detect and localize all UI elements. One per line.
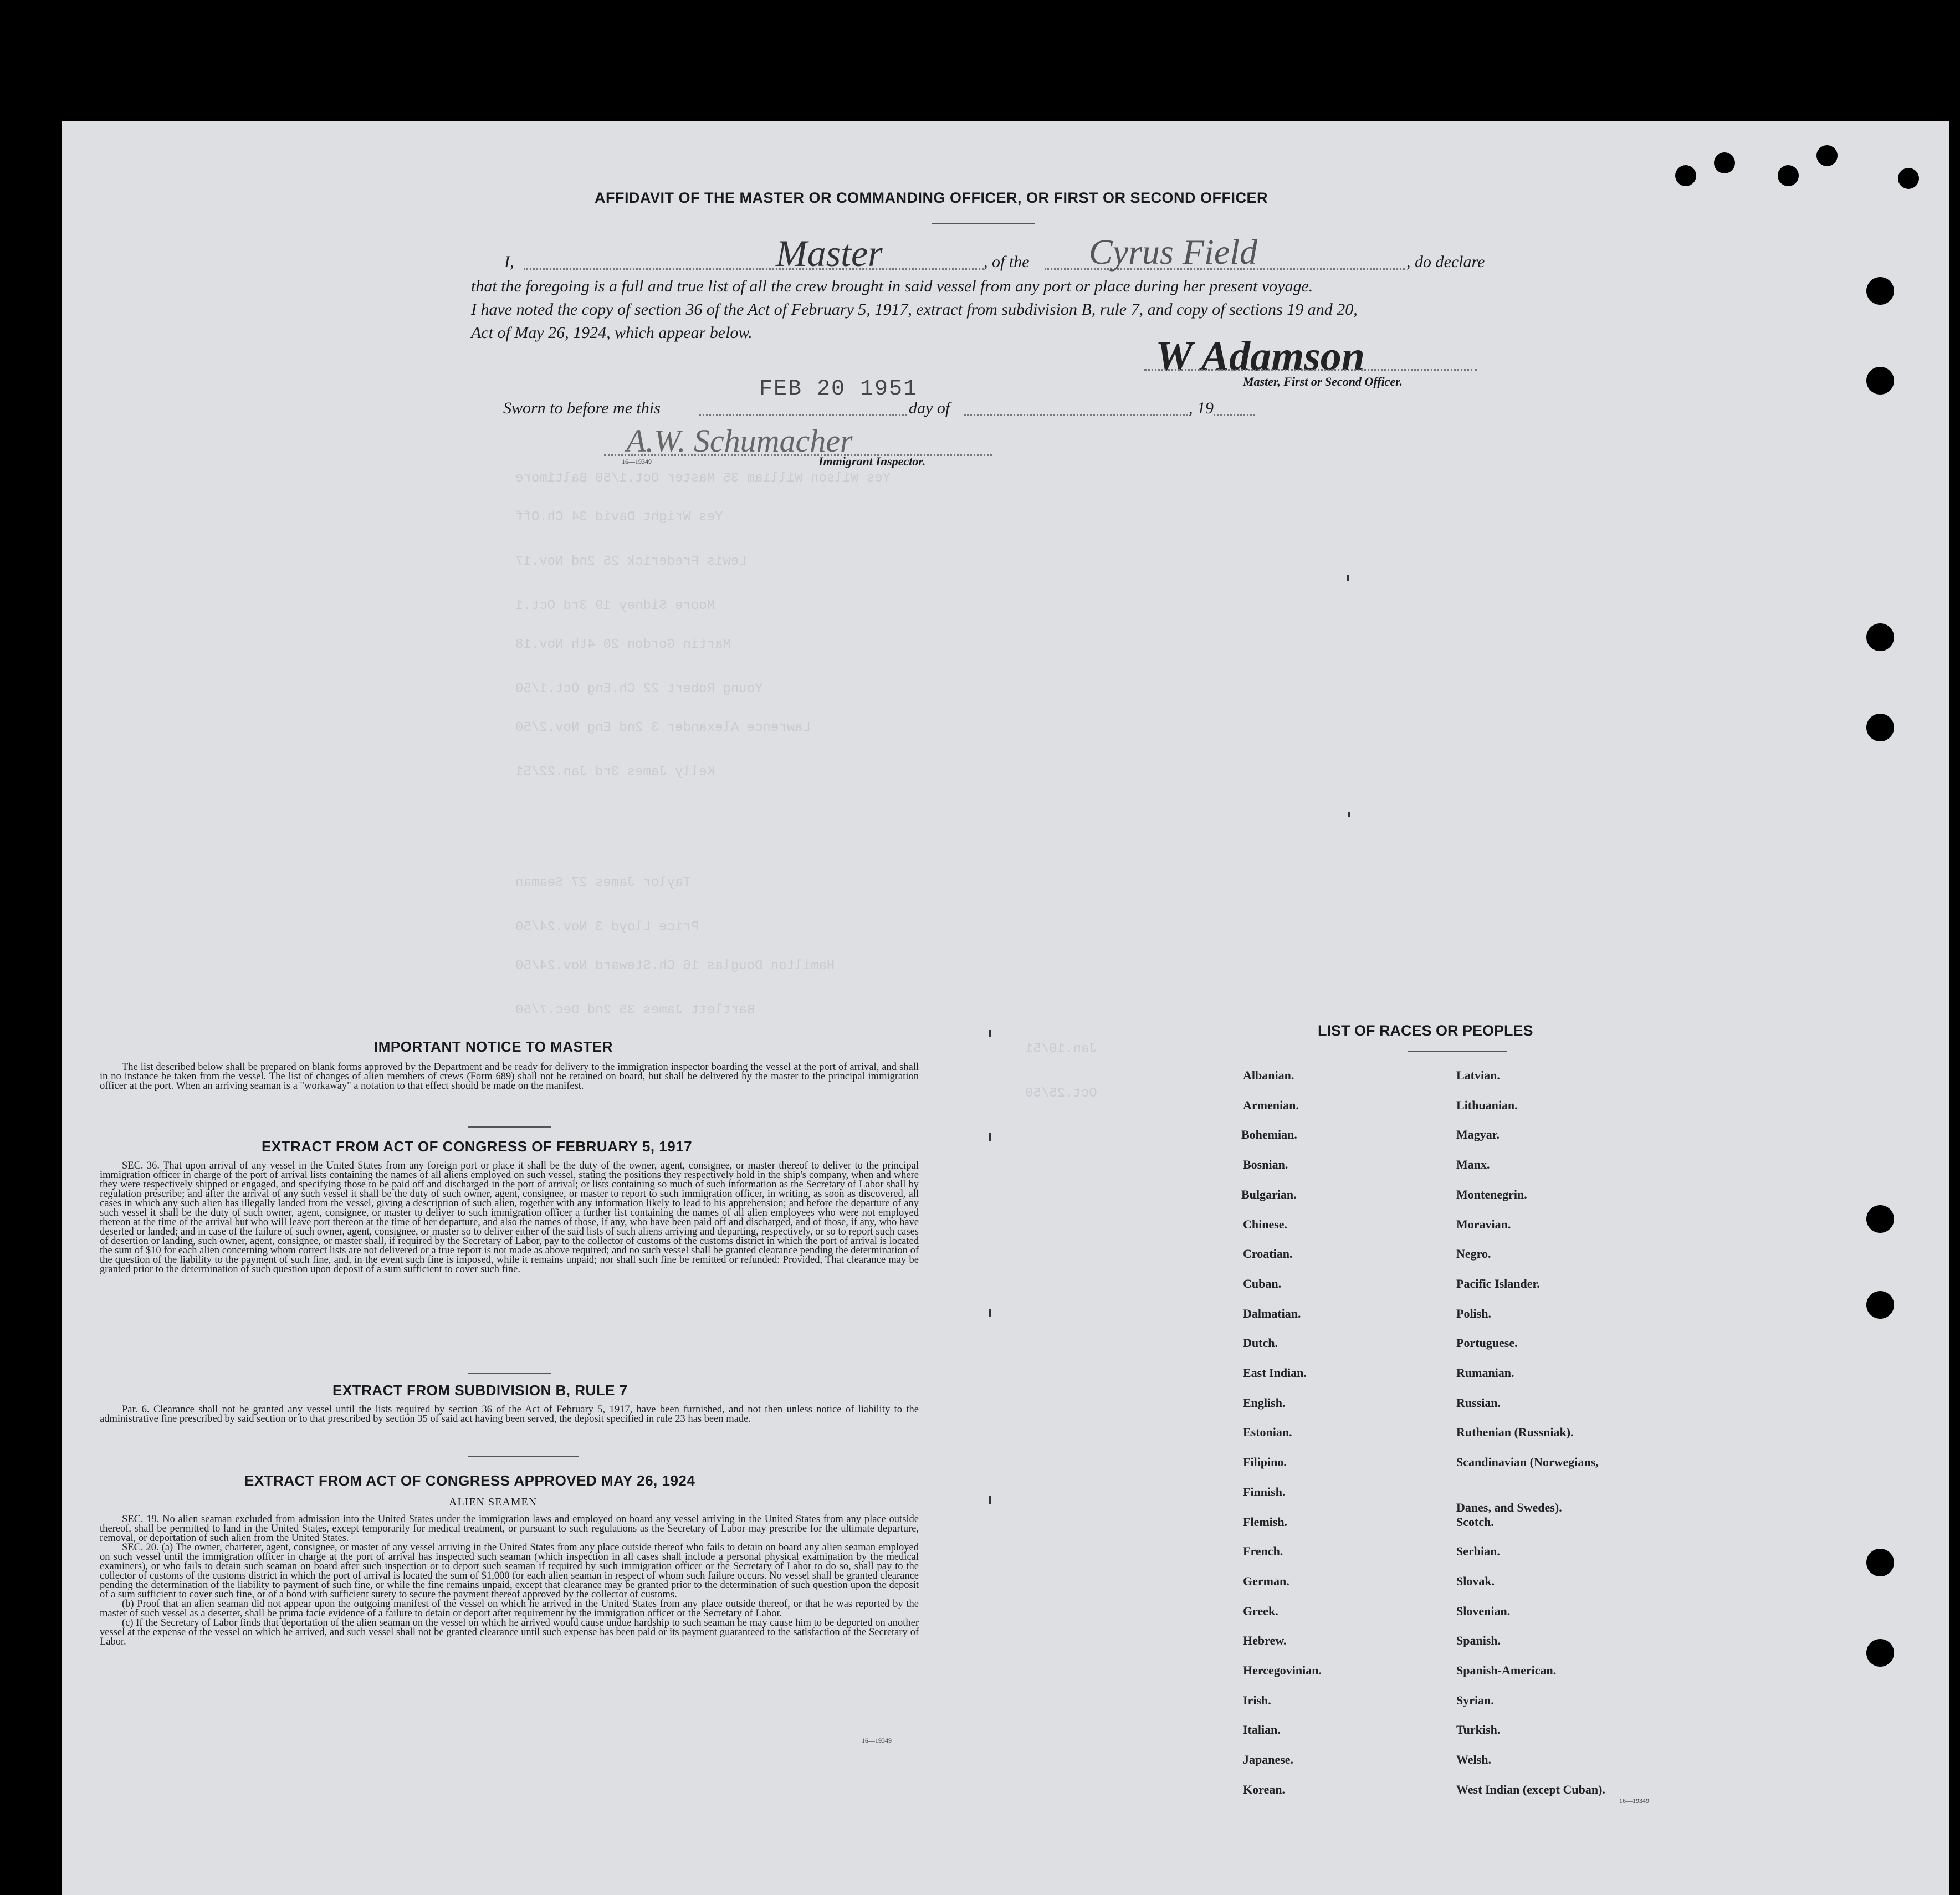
- inspector-signature-line: [604, 454, 992, 456]
- section-19-paragraph: SEC. 19. No alien seaman excluded from admission into the United States under the immigration laws and employed on board any vessel arriving in the United States from any place outside thereof, shall be permitted to land in the United States, except temporarily for medical treatment, or pursuant to such regulations as the Secretary of Labor may prescribe for the ultimate departure, removal, or deportation of such alien from the United States.: [100, 1514, 919, 1544]
- punch-hole: [1898, 168, 1919, 189]
- sworn-day-of: day of: [909, 399, 950, 417]
- race-item: Spanish-American.: [1456, 1663, 1557, 1677]
- race-item: Bohemian.: [1241, 1128, 1297, 1141]
- affidavit-title: AFFIDAVIT OF THE MASTER OR COMMANDING OFFICER, OR FIRST OR SECOND OFFICER: [595, 190, 1268, 206]
- race-item: Estonian.: [1243, 1425, 1292, 1439]
- sworn-year-line: [1214, 414, 1255, 416]
- race-item: Serbian.: [1456, 1544, 1500, 1558]
- race-item: Latvian.: [1456, 1068, 1500, 1082]
- handwritten-vessel: Cyrus Field: [1089, 232, 1257, 272]
- race-item: Hercegovinian.: [1243, 1663, 1322, 1677]
- section-divider: [468, 1126, 551, 1128]
- race-item: Irish.: [1243, 1693, 1271, 1707]
- extract-1924-text: [100, 1515, 919, 1647]
- section-divider: [468, 1373, 551, 1374]
- bleed-through-text: Taylor James 27 Seaman: [515, 875, 691, 890]
- notice-title: IMPORTANT NOTICE TO MASTER: [374, 1038, 613, 1055]
- punch-hole: [1866, 1291, 1894, 1319]
- punch-hole: [1816, 145, 1838, 166]
- form-number: 16—19349: [1619, 1797, 1649, 1805]
- punch-hole: [1866, 1549, 1894, 1576]
- ink-mark: [989, 1309, 991, 1317]
- bleed-through-text: Yes Wright David 34 Ch.Off: [515, 510, 723, 525]
- race-item: Ruthenian (Russniak).: [1456, 1425, 1574, 1439]
- inspector-signature: A.W. Schumacher: [626, 423, 853, 459]
- race-item: Pacific Islander.: [1456, 1277, 1540, 1290]
- date-stamp: FEB 20 1951: [759, 377, 918, 402]
- race-item: Slovak.: [1456, 1574, 1495, 1588]
- declaration-line-3: I have noted the copy of section 36 of the Act of February 5, 1917, extract from subdivision B, rule 7, and copy of sections 19 and 20,: [471, 300, 1358, 319]
- bleed-through-text: Kelly James 3rd Jan.22/51: [515, 765, 715, 780]
- race-item: Lithuanian.: [1456, 1098, 1518, 1112]
- bleed-through-text: Moore Sidney 19 3rd Oct.1: [515, 598, 715, 613]
- extract-rule7-title: EXTRACT FROM SUBDIVISION B, RULE 7: [332, 1382, 628, 1399]
- bleed-through-text: Oct.25/50: [1025, 1086, 1097, 1101]
- race-item: Flemish.: [1243, 1515, 1288, 1529]
- race-item: German.: [1243, 1574, 1289, 1588]
- race-item: English.: [1243, 1396, 1286, 1410]
- ink-mark: [989, 1030, 991, 1037]
- master-signature-line: [1144, 369, 1477, 371]
- punch-hole: [1866, 1205, 1894, 1233]
- declaration-prefix: I,: [504, 253, 514, 271]
- bleed-through-text: Lawrence Alexander 3 2nd Eng Nov.2/50: [515, 720, 811, 735]
- declaration-suffix: , do declare: [1406, 253, 1485, 271]
- race-item: Negro.: [1456, 1247, 1491, 1261]
- sworn-day-line: [699, 414, 907, 416]
- inspector-caption: Immigrant Inspector.: [818, 454, 926, 468]
- bleed-through-text: Bartlett James 35 2nd Dec.7/50: [515, 1003, 755, 1018]
- ink-mark: [1348, 812, 1350, 817]
- race-item: Bosnian.: [1243, 1158, 1288, 1171]
- ink-mark: [1347, 575, 1349, 581]
- punch-hole: [1675, 165, 1696, 186]
- extract-1924-title: EXTRACT FROM ACT OF CONGRESS APPROVED MAY 26, 1924: [244, 1472, 695, 1489]
- ink-mark: [989, 1496, 991, 1504]
- punch-hole: [1866, 277, 1894, 305]
- section-36-paragraph: SEC. 36. That upon arrival of any vessel in the United States from any foreign port or place it shall be the duty of the owner, agent, consignee, or master thereof to deliver to the principal immigration officer in charge of the port of arrival lists containing the names of all aliens employed on such vessel, stating the positions they respectively hold in the ship's company, when and where they were respectively shipped or engaged, and specifying those to be paid off and discharged in the port of arrival; or lists containing so much of such information as the Secretary of Labor shall by regulation prescribe; and after the arrival of any such vessel it shall be the duty of such owner, agent, consignee, or master to report to such immigration officer, in writing, as soon as discovered, all cases in which any such alien has illegally landed from the vessel, giving a description of such alien, together with any information likely to lead to his apprehension; and before the departure of any such vessel it shall be the duty of such owner, agent, consignee, or master to deliver to such immigration officer a further list containing the names of all alien employees who were not employed thereon at the time of the arrival but who will leave port thereon at the time of her departure, and also the names of those, if any, who have been paid off and discharged, and of those, if any, who have deserted or landed; and in case of the failure of such owner, agent, consignee, or master so to deliver either of the said lists of such aliens arriving and departing, respectively, or so to report such cases of desertion or landing, such owner, agent, consignee, or master shall, if required by the Secretary of Labor, pay to the collector of customs of the customs district in which the port of arrival is located the sum of $10 for each alien concerning whom correct lists are not delivered or a true report is not made as above required; and no such vessel shall be granted clearance pending the determination of the question of the liability to the payment of such fine, and, in the event such fine is imposed, while it remains unpaid; nor shall such fine be remitted or refunded: Provided, That clearance may be granted prior to the determination of such question upon deposit of a sum sufficient to cover such fine.: [100, 1160, 919, 1275]
- extract-1917-title: EXTRACT FROM ACT OF CONGRESS OF FEBRUARY 5, 1917: [262, 1138, 693, 1155]
- rank-field-line: [524, 268, 984, 270]
- sworn-prefix: Sworn to before me this: [503, 399, 661, 417]
- punch-hole: [1866, 1639, 1894, 1667]
- declaration-line-2: that the foregoing is a full and true list of all the crew brought in said vessel from any port or place during her present voyage.: [471, 277, 1313, 295]
- race-item: Hebrew.: [1243, 1633, 1287, 1647]
- race-item: Filipino.: [1243, 1455, 1287, 1469]
- race-item: Slovenian.: [1456, 1604, 1511, 1618]
- section-divider: [468, 1456, 579, 1457]
- declaration-line-4: Act of May 26, 1924, which appear below.: [471, 324, 753, 342]
- race-item: Manx.: [1456, 1158, 1490, 1171]
- race-item: Bulgarian.: [1241, 1187, 1297, 1201]
- title-divider: [932, 223, 1035, 224]
- race-item: East Indian.: [1243, 1366, 1307, 1380]
- sworn-month-line: [964, 414, 1191, 416]
- race-item: Moravian.: [1456, 1217, 1511, 1231]
- race-item: West Indian (except Cuban).: [1456, 1783, 1605, 1796]
- bleed-through-text: Hamilton Douglas 16 Ch.Steward Nov.24/50: [515, 959, 835, 974]
- race-item: Finnish.: [1243, 1485, 1286, 1499]
- handwritten-rank: Master: [776, 232, 883, 274]
- races-title: LIST OF RACES OR PEOPLES: [1318, 1022, 1533, 1039]
- race-item: Chinese.: [1243, 1217, 1288, 1231]
- race-item: Korean.: [1243, 1783, 1285, 1796]
- extract-rule7-text: [100, 1405, 919, 1424]
- race-item: Spanish.: [1456, 1633, 1501, 1647]
- bleed-through-text: Price Lloyd 3 Nov.24/50: [515, 920, 699, 935]
- race-item: Dalmatian.: [1243, 1307, 1301, 1320]
- punch-hole: [1866, 367, 1894, 395]
- races-title-divider: [1408, 1051, 1507, 1052]
- punch-hole: [1714, 152, 1735, 173]
- declaration-of-the: , of the: [984, 253, 1030, 271]
- section-20b-paragraph: (b) Proof that an alien seaman did not appear upon the outgoing manifest of the vessel on which he arrived in the United States from any place outside thereof, or that he was reported by the master of such vessel as a deserter, shall be prima facie evidence of a failure to detain or deport after requirement by the immigration officer or the Secretary of Labor.: [100, 1599, 919, 1619]
- section-20a-paragraph: SEC. 20. (a) The owner, charterer, agent, consignee, or master of any vessel arriving in the United States from any place outside thereof who fails to detain on board any alien seaman employed on such vessel until the immigration officer in charge at the port of arrival has inspected such seaman (which inspection in all cases shall include a personal physical examination by the medical examiners), or who fails to detain such seaman on board after such inspection or to deport such seaman if required by such immigration officer or the Secretary of Labor to do so, shall pay to the collector of customs of the customs district in which the port of arrival is located the sum of $1,000 for each alien seaman in respect of whom such failure occurs. No vessel shall be granted clearance pending the determination of the liability to payment of such fine, or while the fine remains unpaid, except that clearance may be granted prior to the determination of such question upon the deposit of a sum sufficient to cover such fine, or of a bond with sufficient surety to secure the payment thereof approved by the collector of customs.: [100, 1542, 919, 1600]
- form-number: 16—19349: [622, 458, 652, 465]
- bleed-through-text: Lewis Frederick 25 2nd Nov.17: [515, 554, 747, 569]
- notice-text: [100, 1063, 919, 1091]
- sworn-year: , 19: [1189, 399, 1214, 417]
- race-item: Montenegrin.: [1456, 1187, 1527, 1201]
- master-signature-caption: Master, First or Second Officer.: [1243, 375, 1403, 388]
- race-item: Welsh.: [1456, 1753, 1491, 1766]
- master-signature: W Adamson: [1155, 333, 1365, 380]
- race-item: Italian.: [1243, 1723, 1281, 1737]
- extract-1917-text: [100, 1161, 919, 1274]
- race-item: Turkish.: [1456, 1723, 1501, 1737]
- race-item: Cuban.: [1243, 1277, 1282, 1290]
- race-item: Dutch.: [1243, 1336, 1278, 1350]
- race-item: Armenian.: [1243, 1098, 1299, 1112]
- race-item: Rumanian.: [1456, 1366, 1514, 1380]
- race-item: Polish.: [1456, 1307, 1491, 1320]
- race-item: Scandinavian (Norwegians,: [1456, 1455, 1599, 1469]
- race-item: Syrian.: [1456, 1693, 1494, 1707]
- race-item: Danes, and Swedes).: [1456, 1500, 1562, 1514]
- punch-hole: [1866, 714, 1894, 741]
- punch-hole: [1866, 623, 1894, 651]
- race-item: Greek.: [1243, 1604, 1278, 1618]
- bleed-through-text: Jan.10/51: [1025, 1042, 1097, 1057]
- bleed-through-text: Yes Wilson William 35 Master Oct.1/50 Baltimore: [515, 471, 891, 486]
- ink-mark: [989, 1133, 991, 1141]
- race-item: Albanian.: [1243, 1068, 1294, 1082]
- bleed-through-text: Young Robert 22 Ch.Eng Oct.1/50: [515, 682, 763, 696]
- rule-7-paragraph: Par. 6. Clearance shall not be granted any vessel until the lists required by section 36 of the Act of February 5, 1917, have been furnished, and not then unless notice of liability to the administrative fine prescribed by said section or to that prescribed by section 35 of said act having been served, the deposit specified in rule 23 has been made.: [100, 1404, 919, 1425]
- race-item: Croatian.: [1243, 1247, 1293, 1261]
- bleed-through-text: Martin Gordon 20 4th Nov.18: [515, 637, 731, 652]
- extract-1924-subtitle: ALIEN SEAMEN: [449, 1496, 538, 1508]
- race-item: Scotch.: [1456, 1515, 1494, 1529]
- race-item: Japanese.: [1243, 1753, 1294, 1766]
- punch-hole: [1778, 165, 1799, 186]
- section-20c-paragraph: (c) If the Secretary of Labor finds that deportation of the alien seaman on the vessel on which he arrived would cause undue hardship to such seaman he may cause him to be deported on another vessel at the expense of the vessel on which he arrived, and such vessel shall not be granted clearance until such expense has been paid or its payment guaranteed to the satisfaction of the Secretary of Labor.: [100, 1617, 919, 1647]
- race-item: Magyar.: [1456, 1128, 1500, 1141]
- race-item: Portuguese.: [1456, 1336, 1518, 1350]
- notice-paragraph: The list described below shall be prepared on blank forms approved by the Department and be ready for delivery to the immigration inspector boarding the vessel at the port of arrival, and shall in no instance be taken from the vessel. The list of changes of alien members of crews (Form 689) shall not be retained on board, but shall be delivered by the master to the principal immigration officer at the port. When an arriving seaman is a "workaway" a notation to that effect should be made on the manifest.: [100, 1062, 919, 1092]
- race-item: French.: [1243, 1544, 1283, 1558]
- form-number: 16—19349: [862, 1737, 892, 1744]
- race-item: Russian.: [1456, 1396, 1501, 1410]
